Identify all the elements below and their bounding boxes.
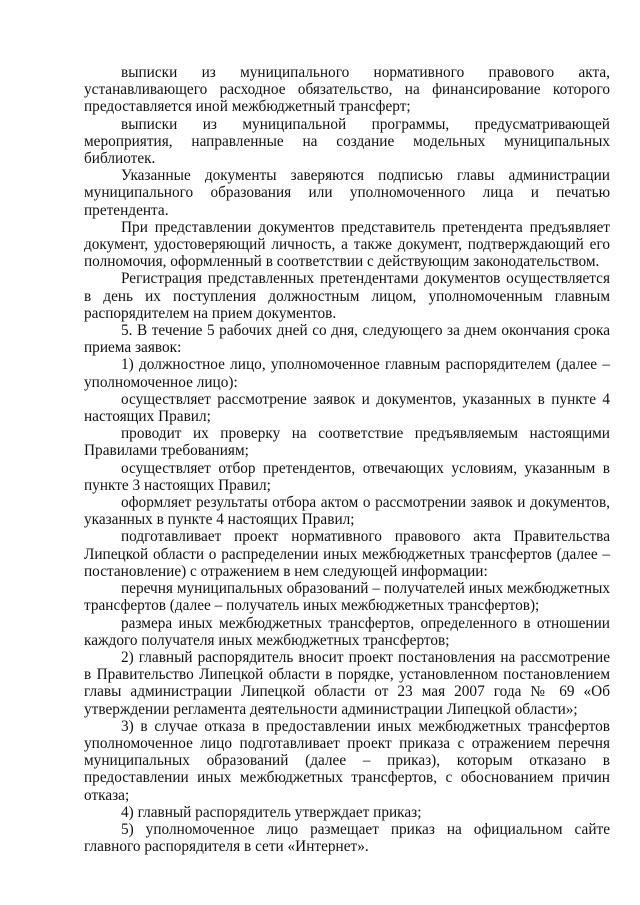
paragraph-review-applications: осуществляет рассмотрение заявок и документов, указанных в пункте 4 настоящих Правил; xyxy=(84,390,610,426)
paragraph-recipients-list: перечня муниципальных образований – получателей иных межбюджетных трансфертов (далее – получатель иных межбюджетных трансфертов); xyxy=(84,580,610,615)
paragraph-document-certification: Указанные документы заверяются подписью главы администрации муниципального образования или уполномоченного лица и печатью претендента. xyxy=(84,167,610,219)
paragraph-item-5: 5. В течение 5 рабочих дней со дня, следующего за днем окончания срока приема заявок: xyxy=(84,322,610,357)
paragraph-representative-identity: При представлении документов представитель претендента предъявляет документ, удостоверяющий личность, а также документ, подтверждающий его полномочия, оформленный в соответствии с действующим законодательством. xyxy=(84,218,610,271)
paragraph-selection: осуществляет отбор претендентов, отвечающих условиям, указанным в пункте 3 настоящих Правил; xyxy=(84,459,610,494)
paragraph-registration: Регистрация представленных претендентами документов осуществляется в день их поступления должностным лицом, уполномоченным главным распорядителем на прием документов. xyxy=(84,270,610,322)
paragraph-verification: проводит их проверку на соответствие предъявляемым настоящими Правилами требованиям; xyxy=(84,425,610,460)
paragraph-municipal-program-extract: выписки из муниципальной программы, предусматривающей мероприятия, направленные на создание модельных муниципальных библиотек. xyxy=(84,115,610,168)
paragraph-selection-act: оформляет результаты отбора актом о рассмотрении заявок и документов, указанных в пункте 4 настоящих Правил; xyxy=(84,494,610,529)
paragraph-draft-resolution: подготавливает проект нормативного правового акта Правительства Липецкой области о распределении иных межбюджетных трансфертов (далее – постановление) с отражением в нем следующей информации: xyxy=(84,528,610,580)
paragraph-subitem-4: 4) главный распорядитель утверждает приказ; xyxy=(121,803,422,821)
paragraph-subitem-3: 3) в случае отказа в предоставлении иных межбюджетных трансфертов уполномоченное лицо подготавливает проект приказа с отражением перечня муниципальных образований (далее – приказ), которым отказано в предоставлении иных межбюджетных трансфертов, с обоснованием причин отказа; xyxy=(84,717,610,804)
paragraph-municipal-act-extract: выписки из муниципального нормативного правового акта, устанавливающего расходное обязательство, на финансирование которого предоставляется иной межбюджетный трансферт; xyxy=(84,64,610,116)
paragraph-subitem-5: 5) уполномоченное лицо размещает приказ на официальном сайте главного распорядителя в сети «Интернет». xyxy=(84,820,610,856)
paragraph-transfer-amount: размера иных межбюджетных трансфертов, определенного в отношении каждого получателя иных межбюджетных трансфертов; xyxy=(84,614,610,649)
document-body xyxy=(84,64,610,855)
paragraph-subitem-1: 1) должностное лицо, уполномоченное главным распорядителем (далее – уполномоченное лицо): xyxy=(84,356,610,391)
paragraph-subitem-2: 2) главный распорядитель вносит проект постановления на рассмотрение в Правительство Липецкой области в порядке, установленном постановлением главы администрации Липецкой области от 23 мая 2007 года № 69 «Об утверждении регламента деятельности администрации Липецкой области»; xyxy=(84,648,610,718)
